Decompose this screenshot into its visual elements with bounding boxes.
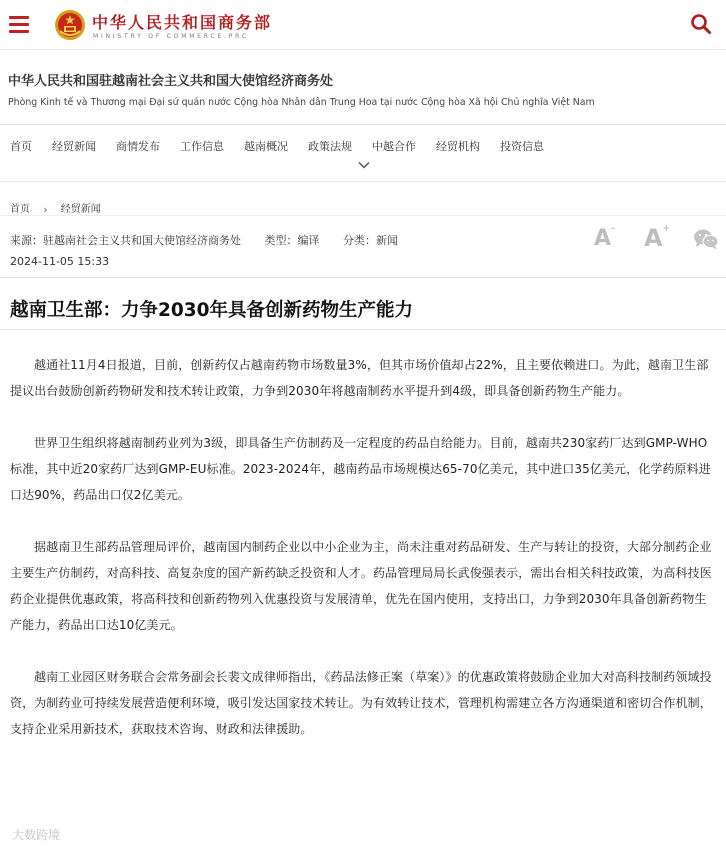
top-header — [0, 0, 726, 50]
nav-item-cooperation[interactable]: 中越合作 — [372, 140, 416, 153]
nav-item-work-info[interactable]: 工作信息 — [180, 140, 224, 153]
font-increase-button[interactable]: A+ — [644, 224, 671, 252]
organization-heading — [0, 50, 726, 108]
chevron-down-icon[interactable] — [358, 159, 370, 171]
nav-item-home[interactable]: 首页 — [10, 140, 32, 153]
article-date: 2024-11-05 15:33 — [10, 255, 110, 268]
main-navigation — [0, 124, 726, 182]
search-icon[interactable] — [690, 13, 712, 35]
hamburger-menu-icon[interactable] — [9, 16, 29, 33]
site-logo-chinese[interactable]: 中华人民共和国商务部 — [92, 13, 273, 32]
article-type: 类型：编译 — [264, 234, 320, 247]
breadcrumb-current[interactable]: 经贸新闻 — [60, 204, 101, 215]
nav-item-trade-news[interactable]: 经贸新闻 — [52, 140, 96, 153]
nav-item-policies[interactable]: 政策法规 — [308, 140, 352, 153]
article-paragraph: 据越南卫生部药品管理局评价，越南国内制药企业以中小企业为主，尚未注重对药品研发、生产与转让的投资，大部分制药企业主要生产仿制药，对高科技、高复杂度的国产新药缺乏投资和人才。药品管理局局长武俊强表示，需出台相关科技政策，为高科技医药企业提供优惠政策，将高科技和创新药物列入优惠投资与发展清单，优先在国内使用，支持出口，力争到2030年具备创新药物生产能力，药品出口达10亿美元。 — [10, 540, 712, 632]
article-paragraph: 越南工业园区财务联合会常务副会长裴文成律师指出，《药品法修正案（草案）》的优惠政策将鼓励企业加大对高科技制药领域投资，为制药业可持续发展营造便利环境，吸引发达国家技术转让。为有效转让技术，管理机构需建立各方沟通渠道和密切合作机制，支持企业采用新技术，获取技术咨询、财政和法律援助。 — [10, 670, 712, 736]
org-name-chinese: 中华人民共和国驻越南社会主义共和国大使馆经济商务处 — [8, 74, 334, 89]
nav-item-business-info[interactable]: 商情发布 — [116, 140, 160, 153]
nav-item-vietnam-overview[interactable]: 越南概况 — [244, 140, 288, 153]
watermark: 大数跨境 — [12, 828, 61, 842]
breadcrumb-home[interactable]: 首页 — [10, 204, 30, 215]
breadcrumb-separator-icon: › — [43, 202, 48, 216]
wechat-icon[interactable] — [693, 228, 719, 250]
article-source: 来源：驻越南社会主义共和国大使馆经济商务处 — [10, 234, 241, 247]
org-name-vietnamese: Phòng Kinh tế và Thương mại Đại sứ quán nước Cộng hòa Nhân dân Trung Hoa tại nước Cộng hòa Xã hội Chủ nghĩa Việt Nam — [8, 97, 595, 108]
article-category: 分类：新闻 — [343, 234, 398, 247]
article-paragraph: 世界卫生组织将越南制药业列为3级，即具备生产仿制药及一定程度的药品自给能力。目前，越南共230家药厂达到GMP-WHO标准，其中近20家药厂达到GMP-EU标准。2023-2024年，越南药品市场规模达65-70亿美元，其中进口35亿美元，化学药原料进口达90%，药品出口仅2亿美元。 — [10, 436, 711, 502]
article-meta — [0, 216, 726, 278]
article-body — [0, 330, 726, 742]
nav-item-investment[interactable]: 投资信息 — [500, 140, 544, 153]
font-decrease-button[interactable]: A- — [594, 223, 615, 251]
site-logo-english: MINISTRY OF COMMERCE.PRC — [93, 33, 249, 40]
breadcrumb — [0, 188, 726, 216]
article-paragraph: 越通社11月4日报道，目前，创新药仅占越南药物市场数量3%，但其市场价值却占22%，且主要依赖进口。为此，越南卫生部提议出台鼓励创新药物研发和技术转让政策，力争到2030年将越南制药水平提升到4级，即具备创新药物生产能力。 — [10, 358, 709, 398]
article-title: 越南卫生部：力争2030年具备创新药物生产能力 — [0, 278, 726, 330]
national-emblem-logo[interactable] — [54, 9, 86, 41]
nav-item-trade-agencies[interactable]: 经贸机构 — [436, 140, 480, 153]
